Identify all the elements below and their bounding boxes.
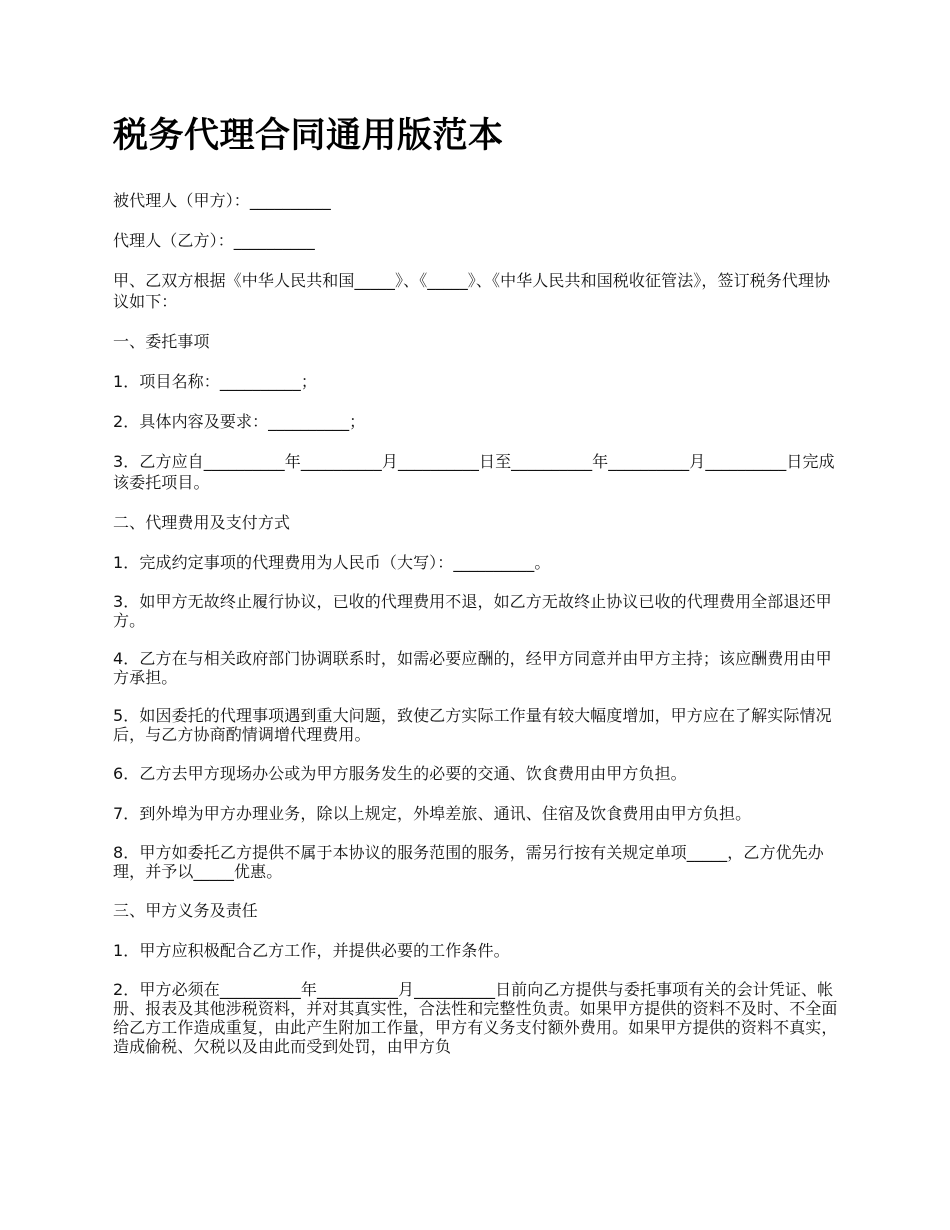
- document-title: 税务代理合同通用版范本: [113, 116, 504, 156]
- clause-termination-refund: 3．如甲方无故终止履行协议，已收的代理费用不退，如乙方无故终止协议已收的代理费用全部退还甲方。: [113, 592, 832, 630]
- clause-content-requirements: 2．具体内容及要求：__________；: [113, 412, 366, 431]
- principal-line: 被代理人（甲方）：__________: [113, 191, 331, 210]
- clause-project-name: 1．项目名称：__________；: [113, 372, 317, 391]
- section-heading-entrusted-matters: 一、委托事项: [113, 332, 210, 351]
- clause-agency-fee: 1．完成约定事项的代理费用为人民币（大写）：__________。: [113, 553, 551, 572]
- clause-onsite-expenses: 6．乙方去甲方现场办公或为甲方服务发生的必要的交通、饮食费用由甲方负担。: [113, 764, 687, 783]
- clause-entertainment-costs: 4．乙方在与相关政府部门协调联系时，如需必要应酬的，经甲方同意并由甲方主持；该应酬费用由甲方承担。: [113, 649, 832, 687]
- clause-provide-materials: 2．甲方必须在__________年__________月__________日前向乙方提供与委托事项有关的会计凭证、帐册、报表及其他涉税资料，并对其真实性，合法性和完整性负责。如果甲方提供的资料不及时、不全面给乙方工作造成重复，由此产生附加工作量，甲方有义务支付额外费用。如果甲方提供的资料不真实，造成偷税、欠税以及由此而受到处罚，由甲方负: [113, 980, 838, 1056]
- clause-cooperation: 1．甲方应积极配合乙方工作，并提供必要的工作条件。: [113, 941, 510, 960]
- section-heading-fees-payment: 二、代理费用及支付方式: [113, 513, 291, 532]
- preamble-paragraph: 甲、乙双方根据《中华人民共和国_____》、《_____》、《中华人民共和国税收征管法》，签订税务代理协议如下：: [113, 271, 831, 311]
- clause-completion-period: 3．乙方应自__________年__________月__________日至__________年__________月__________日完成该委托项目。: [113, 452, 835, 492]
- agent-line: 代理人（乙方）：__________: [113, 231, 315, 250]
- clause-travel-expenses: 7．到外埠为甲方办理业务，除以上规定，外埠差旅、通讯、住宿及饮食费用由甲方负担。: [113, 804, 752, 823]
- clause-fee-adjustment: 5．如因委托的代理事项遇到重大问题，致使乙方实际工作量有较大幅度增加，甲方应在了解实际情况后，与乙方协商酌情调增代理费用。: [113, 706, 832, 744]
- section-heading-party-a-obligations: 三、甲方义务及责任: [113, 901, 258, 920]
- document-page: [113, 112, 843, 1075]
- clause-extra-services: 8．甲方如委托乙方提供不属于本协议的服务范围的服务，需另行按有关规定单项_____，乙方优先办理，并予以_____优惠。: [113, 843, 824, 881]
